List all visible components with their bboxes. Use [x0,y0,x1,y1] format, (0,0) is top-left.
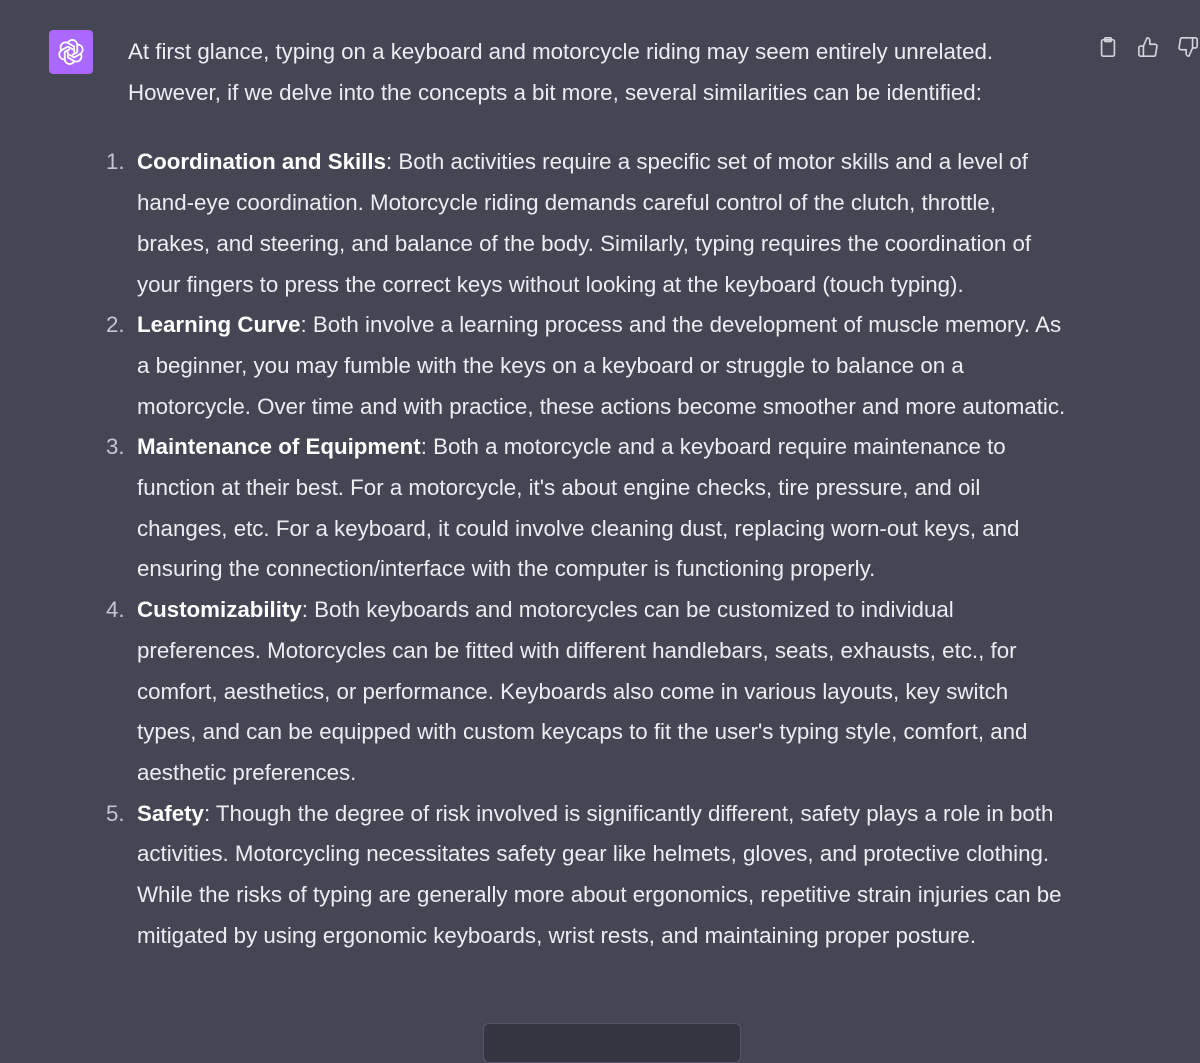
thumbs-down-button[interactable] [1176,34,1200,60]
list-number: 1. [106,149,125,175]
assistant-message [106,32,1073,956]
clipboard-icon [1097,36,1119,58]
list-item-text: : Though the degree of risk involved is significantly different, safety plays a role in both activities. Motorcycling necessitates safety gear like helmets, gloves, and protective clothing. While the risks of typing are generally more about ergonomics, repetitive strain injuries can be mitigated by using ergonomic keyboards, wrist rests, and maintaining proper posture. [137,800,1062,948]
list-item [106,305,1073,427]
regenerate-button[interactable] [483,1023,741,1063]
thumbs-up-icon [1137,36,1159,58]
list-item [106,142,1073,305]
list-item-term: Learning Curve [137,312,301,338]
message-actions [1096,34,1200,60]
similarities-list [106,142,1073,956]
list-item-text: : Both activities require a specific set of motor skills and a level of hand-eye coordination. Motorcycle riding demands careful control of the clutch, throttle, brakes, and steering, and balance of the body. Similarly, typing requires the coordination of your fingers to press the correct keys without looking at the keyboard (touch typing). [137,149,1032,297]
list-item [106,427,1073,590]
list-item-text: : Both a motorcycle and a keyboard require maintenance to function at their best. For a motorcycle, it's about engine checks, tire pressure, and oil changes, etc. For a keyboard, it could involve cleaning dust, replacing worn-out keys, and ensuring the connection/interface with the computer is functioning properly. [137,434,1020,582]
list-item-term: Safety [137,800,204,826]
message-intro: At first glance, typing on a keyboard and motorcycle riding may seem entirely unrelated. However, if we delve into the concepts a bit more, several similarities can be identified: [128,39,994,105]
copy-button[interactable] [1096,34,1120,60]
list-item-term: Maintenance of Equipment [137,434,421,460]
list-number: 2. [106,312,125,338]
list-number: 4. [106,597,125,623]
list-number: 5. [106,800,125,826]
list-item-term: Coordination and Skills [137,149,387,175]
assistant-avatar [49,30,93,74]
list-item [106,590,1073,794]
thumbs-up-button[interactable] [1136,34,1160,60]
list-item [106,794,1073,957]
list-item-text: : Both keyboards and motorcycles can be customized to individual preferences. Motorcycles can be fitted with different handlebars, seats, exhausts, etc., for comfort, aesthetics, or performance. Keyboards also come in various layouts, key switch types, and can be equipped with custom keycaps to fit the user's typing style, comfort, and aesthetic preferences. [137,597,1028,785]
openai-logo-icon [56,37,86,67]
list-item-text: : Both involve a learning process and the development of muscle memory. As a beginner, you may fumble with the keys on a keyboard or struggle to balance on a motorcycle. Over time and with practice, these actions become smoother and more automatic. [137,312,1066,419]
thumbs-down-icon [1177,36,1199,58]
list-item-term: Customizability [137,597,302,623]
list-number: 3. [106,434,125,460]
